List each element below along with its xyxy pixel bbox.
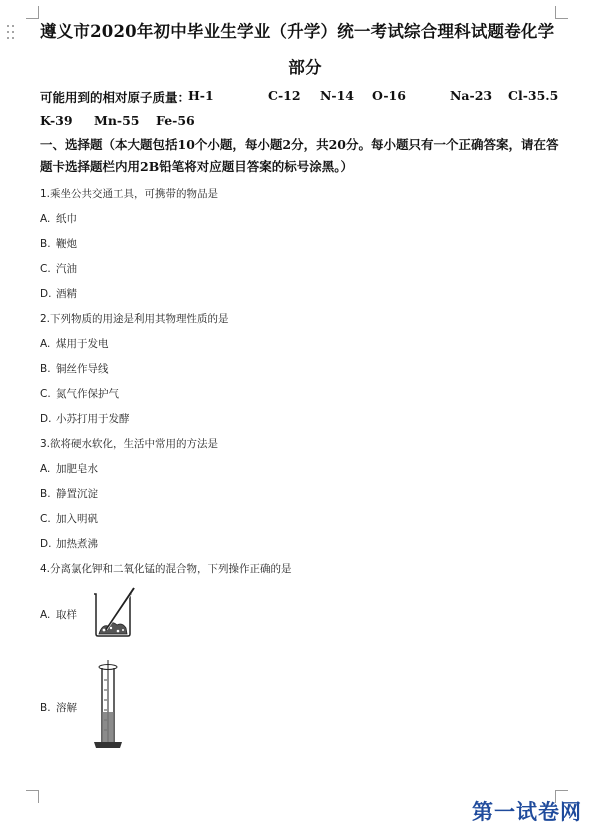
drag-handle-icon[interactable] (6, 24, 16, 40)
option-text: 溶解 (56, 702, 77, 714)
option-label: B. (40, 702, 51, 714)
option-text: 铜丝作导线 (56, 363, 109, 375)
option-label: B. (40, 238, 51, 250)
section-heading: 一、选择题（本大题包括10个小题，每小题2分，共20分。每小题只有一个正确答案，请在答题卡选择题栏内用2B铅笔将对应题目答案的标号涂黑。） (40, 137, 559, 174)
beaker-with-spatula-figure (90, 586, 138, 638)
atomic-mass-item: Na-23 (450, 88, 493, 103)
option-text: 纸巾 (56, 213, 77, 225)
atomic-mass-item: Fe-56 (156, 113, 195, 128)
option-item (40, 336, 109, 351)
option-text: 氮气作保护气 (56, 388, 119, 400)
option-item (40, 536, 98, 551)
option-text: 取样 (56, 609, 77, 621)
option-text: 酒精 (56, 288, 77, 300)
option-label: D. (40, 413, 52, 425)
option-item (40, 211, 77, 226)
question-stem: 2.下列物质的用途是利用其物理性质的是 (40, 313, 229, 325)
option-item (40, 361, 109, 376)
exam-title-line2: 部分 (288, 58, 322, 77)
option-label: A. (40, 213, 51, 225)
option-item (40, 236, 77, 251)
option-text: 静置沉淀 (56, 488, 98, 500)
option-label: B. (40, 488, 51, 500)
option-item (40, 700, 77, 715)
option-item (40, 261, 77, 276)
option-item (40, 511, 98, 526)
margin-corner-bottom-left (26, 790, 39, 803)
option-item (40, 386, 119, 401)
option-item (40, 607, 77, 622)
atomic-mass-item: H-1 (188, 88, 214, 103)
watermark-logo: 第一试卷网 (472, 799, 582, 824)
question-stem: 4.分离氯化钾和二氧化锰的混合物，下列操作正确的是 (40, 563, 292, 575)
option-text: 加热煮沸 (56, 538, 98, 550)
option-item (40, 461, 98, 476)
atomic-mass-item: N-14 (320, 88, 355, 103)
option-label: C. (40, 513, 51, 525)
option-label: A. (40, 463, 51, 475)
exam-title-line1: 遵义市2020年初中毕业生学业（升学）统一考试综合理科试题卷化学 (40, 22, 555, 41)
question-stem: 3.欲将硬水软化，生活中常用的方法是 (40, 438, 219, 450)
option-text: 汽油 (56, 263, 77, 275)
option-text: 加入明矾 (56, 513, 98, 525)
option-label: C. (40, 263, 51, 275)
option-item (40, 486, 98, 501)
option-label: C. (40, 388, 51, 400)
option-label: B. (40, 363, 51, 375)
option-label: A. (40, 609, 51, 621)
atomic-mass-item: Mn-55 (94, 113, 140, 128)
atomic-mass-item: K-39 (40, 113, 73, 128)
option-item (40, 286, 77, 301)
option-text: 鞭炮 (56, 238, 77, 250)
option-label: A. (40, 338, 51, 350)
option-text: 小苏打用于发酵 (56, 413, 130, 425)
margin-corner-top-left (26, 6, 39, 19)
atomic-mass-row-2 (40, 113, 560, 131)
option-item (40, 411, 130, 426)
option-label: D. (40, 288, 52, 300)
option-text: 加肥皂水 (56, 463, 98, 475)
graduated-cylinder-figure (90, 658, 126, 750)
atomic-mass-row-1 (40, 88, 560, 106)
atomic-mass-item: C-12 (268, 88, 301, 103)
atomic-mass-item: O-16 (372, 88, 406, 103)
atomic-mass-item: Cl-35.5 (508, 88, 559, 103)
atomic-mass-label: 可能用到的相对原子质量： (40, 90, 191, 105)
option-label: D. (40, 538, 52, 550)
question-stem: 1.乘坐公共交通工具，可携带的物品是 (40, 188, 219, 200)
option-text: 煤用于发电 (56, 338, 109, 350)
